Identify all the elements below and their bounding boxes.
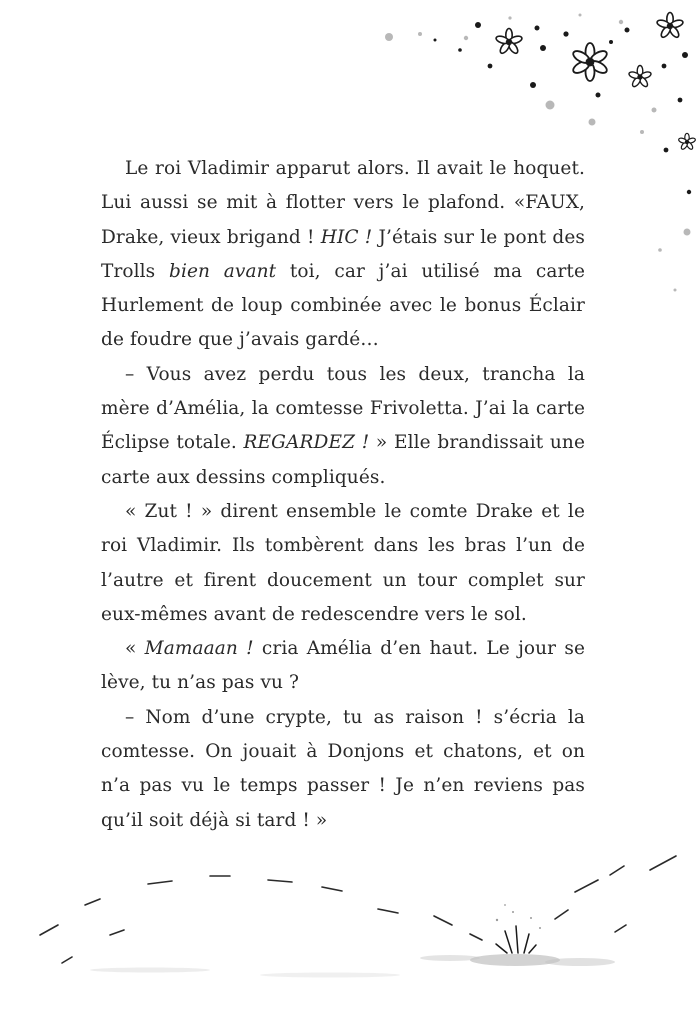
italic-text: REGARDEZ ! bbox=[243, 432, 370, 454]
text-run: – Nom d’une crypte, tu as raison ! s’écria la comtesse. On jouait à Donjons et chatons, et on n’a pas vu le temps passer ! Je n’en reviens pas qu’il soit déjà si tard ! » bbox=[101, 706, 585, 831]
flower-doodle-icon bbox=[678, 133, 696, 150]
hill-shading bbox=[90, 954, 615, 978]
italic-text: bien avant bbox=[169, 260, 277, 282]
text-run: » Elle brandissait une carte aux dessins compliqués. bbox=[101, 432, 585, 488]
text-run: – Vous avez perdu tous les deux, trancha la mère d’Amélia, la comtesse Frivoletta. J’ai la carte Éclipse totale. bbox=[101, 363, 585, 454]
text-run: toi, car j’ai utilisé ma carte Hurlement de loup combinée avec le bonus Éclair de foudre que j’avais gardé… bbox=[101, 260, 586, 351]
text-run: Le roi Vladimir apparut alors. Il avait le hoquet. Lui aussi se mit à flotter vers le plafond. «FAUX, Drake, vieux brigand ! bbox=[101, 158, 585, 248]
flower-doodle-icon bbox=[495, 29, 523, 55]
text-run: « bbox=[125, 638, 145, 660]
flower-doodle-icon bbox=[628, 66, 652, 88]
flower-doodle-icon bbox=[571, 43, 608, 81]
italic-text: Mamaaan ! bbox=[144, 638, 254, 660]
text-run: « Zut ! » dirent ensemble le comte Drake et le roi Vladimir. Ils tombèrent dans les bras l’un de l’autre et firent doucement un tour complet sur eux-mêmes avant de redescendre vers le sol. bbox=[101, 500, 585, 625]
hill-strokes bbox=[40, 856, 676, 963]
paragraph-1 bbox=[101, 152, 585, 358]
italic-text: HIC ! bbox=[320, 226, 373, 248]
flower-doodle-icon bbox=[656, 13, 684, 39]
paragraph-3 bbox=[101, 495, 585, 632]
paragraph-4 bbox=[101, 632, 585, 701]
story-text bbox=[101, 152, 585, 838]
grass-tuft-icon bbox=[496, 926, 536, 953]
speckle-dots bbox=[496, 904, 541, 929]
paragraph-5 bbox=[101, 701, 585, 838]
text-run: cria Amélia d’en haut. Le jour se lève, tu n’as pas vu ? bbox=[101, 638, 586, 694]
text-run: J’étais sur le pont des Trolls bbox=[101, 226, 586, 282]
paragraph-2 bbox=[101, 358, 585, 495]
